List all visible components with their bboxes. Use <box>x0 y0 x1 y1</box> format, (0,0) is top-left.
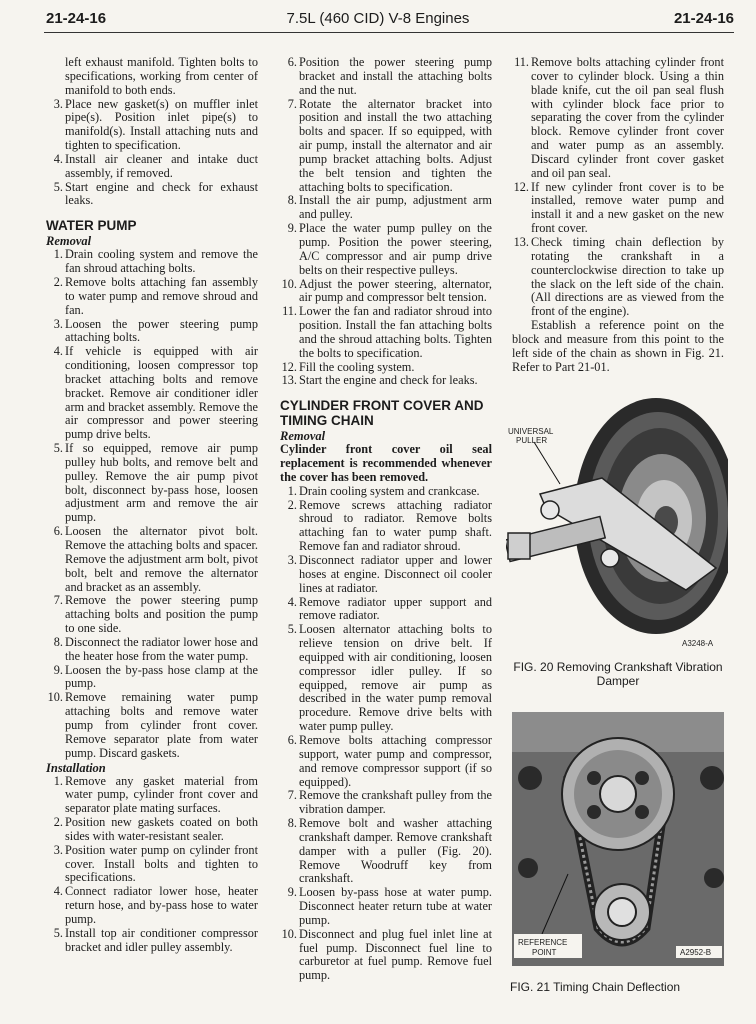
step-text: Remove the power steering pump attaching bolts and position the pump to one side. <box>65 593 258 636</box>
step-number: 3. <box>53 96 63 111</box>
front-cover-removal-list <box>280 485 492 983</box>
list-item <box>46 691 258 760</box>
list-item <box>46 525 258 594</box>
fig21-illustration <box>506 708 728 970</box>
list-item <box>280 194 492 222</box>
step-number: 5. <box>53 925 63 940</box>
step-number: 3. <box>287 553 297 567</box>
step-text: Remove remaining water pump attaching bolts and remove water pump from cylinder front cover. Remove separator plate from water pump. Discard gaskets. <box>65 690 258 760</box>
list-item <box>280 817 492 886</box>
step-text: Loosen the by-pass hose clamp at the pump. <box>65 662 258 691</box>
list-item <box>512 56 724 181</box>
list-item <box>46 885 258 927</box>
list-item <box>46 844 258 886</box>
step-text: Lower the fan and radiator shroud into position. Install the fan attaching bolts and the shroud attaching bolts. Tighten the bolts to specification. <box>299 304 492 360</box>
water-pump-installation-list <box>46 775 258 955</box>
step-text: Start engine and check for exhaust leaks. <box>65 179 258 208</box>
step-number: 1. <box>53 773 63 788</box>
step-text: Position new gaskets coated on both sides with water-resistant sealer. <box>65 815 258 843</box>
step-number: 5. <box>287 622 297 637</box>
step-text: Loosen alternator attaching bolts to relieve tension on drive belt. If equipped with air conditioning, loosen compressor idler pulley. If so equipped, remove air pump as described in the water pump removal procedure. Remove drive belts with water pump pulley. <box>299 622 492 734</box>
list-item <box>46 345 258 442</box>
step-text: Connect radiator lower hose, heater return hose, and by-pass hose to water pump. <box>65 884 258 926</box>
reference-point-paragraph: Establish a reference point on the block and measure from this point to the left side of the chain as shown in Fig. 21. Refer to Part 21-01. <box>512 318 724 374</box>
step-text: Drain cooling system and crankcase. <box>299 483 480 498</box>
list-item <box>280 305 492 360</box>
step-number: 5. <box>53 441 63 456</box>
list-item <box>280 278 492 306</box>
oil-seal-warning: Cylinder front cover oil seal replacement is recommended whenever the cover has been removed. <box>280 442 492 484</box>
step-text: Disconnect radiator upper and lower hoses at engine. Disconnect oil cooler lines at radiator. <box>299 553 492 595</box>
step-number: 10. <box>281 926 297 941</box>
step-text: Remove bolts attaching cylinder front cover to cylinder block. Using a thin blade knife, cut the oil pan seal flush with cylinder block face prior to separating the cover from the cylinder block. Remove cylinder front cover and water pump as an assembly. Discard cylinder front cover gasket and oil pan seal. <box>531 55 724 180</box>
list-item <box>280 554 492 596</box>
running-title: 7.5L (460 CID) V-8 Engines <box>286 10 470 27</box>
step-text: Fill the cooling system. <box>299 359 415 374</box>
step-number: 4. <box>53 344 63 359</box>
step-text: Loosen by-pass hose at water pump. Disconnect heater return tube at water pump. <box>299 885 492 927</box>
step-number: 2. <box>53 815 63 830</box>
step-number: 7. <box>287 788 297 803</box>
step-text: Start the engine and check for leaks. <box>299 373 478 388</box>
step-number: 12. <box>281 359 297 374</box>
step-number: 11. <box>514 55 529 69</box>
installation-continued-list <box>280 56 492 388</box>
fig20-label-line2: PULLER <box>516 436 548 445</box>
step-number: 8. <box>287 816 297 831</box>
step-number: 10. <box>281 276 297 291</box>
step-number: 2. <box>53 274 63 289</box>
step-text: Place new gasket(s) on muffler inlet pipe(s). Position inlet pipe(s) to manifold(s). Install attaching nuts and tighten to specification. <box>65 96 258 153</box>
step-text: Rotate the alternator bracket into position and install the two attaching bolts and spacer. If so equipped, with air pump, install the alternator and air pump bracket attaching bolts. Adjust the belt tension and tighten the attaching bolts to specification. <box>299 96 492 194</box>
step-text: Check timing chain deflection by rotating the crankshaft in a counterclockwise direction to take up the slack on the left side of the chain. (All directions are as viewed from the front of the engine). <box>531 234 724 319</box>
step-text: Install the air pump, adjustment arm and pulley. <box>299 193 492 222</box>
step-number: 13. <box>513 234 529 249</box>
step-number: 1. <box>287 483 297 498</box>
list-item <box>280 596 492 624</box>
step-text: Position the power steering pump bracket and install the attaching bolts and the nut. <box>299 55 492 97</box>
step-number: 11. <box>282 304 297 319</box>
installation-heading: Installation <box>46 760 106 775</box>
step-number: 10. <box>47 690 63 705</box>
list-item <box>46 153 258 181</box>
list-item <box>280 886 492 928</box>
step-number: 6. <box>53 524 63 539</box>
step-number: 3. <box>53 316 63 331</box>
fig21-label-line2: POINT <box>532 948 557 957</box>
step-number: 12. <box>513 179 529 194</box>
fig21-code: A2952-B <box>680 948 712 957</box>
step-number: 5. <box>53 179 63 194</box>
step-number: 13. <box>281 373 297 388</box>
step-number: 8. <box>287 193 297 208</box>
step-text: Disconnect and plug fuel inlet line at fuel pump. Disconnect fuel line to carburetor at fuel pump. Remove fuel pump. <box>299 926 492 983</box>
step-number: 2. <box>287 497 297 512</box>
step-text: Remove bolts attaching fan assembly to water pump and remove shroud and fan. <box>65 274 258 317</box>
list-item <box>280 222 492 277</box>
list-item <box>46 181 258 209</box>
list-item <box>280 361 492 375</box>
water-pump-heading: WATER PUMP <box>46 218 137 234</box>
step-number: 7. <box>53 593 63 608</box>
step-text: Remove the crankshaft pulley from the vibration damper. <box>299 788 492 817</box>
step-text: Remove radiator upper support and remove radiator. <box>299 594 492 623</box>
list-item <box>280 928 492 983</box>
list-item <box>46 816 258 844</box>
list-item <box>280 98 492 195</box>
list-item <box>46 318 258 346</box>
step-text: Loosen the power steering pump attaching bolts. <box>65 316 258 345</box>
step-number: 4. <box>287 594 297 609</box>
step-number: 7. <box>287 96 297 111</box>
list-item <box>280 734 492 789</box>
step-text: Position water pump on cylinder front cover. Install bolts and tighten to specifications. <box>65 842 258 885</box>
step-number: 3. <box>53 842 63 857</box>
removal-heading: Removal <box>280 429 326 444</box>
column-2 <box>280 56 492 983</box>
water-pump-removal-list <box>46 248 258 760</box>
step-text: Remove bolt and washer attaching crankshaft damper. Remove crankshaft damper with a puller (Fig. 20). Remove Woodruff key from crankshaft. <box>299 816 492 886</box>
column-1 <box>46 56 258 954</box>
list-item <box>280 789 492 817</box>
step-number: 9. <box>53 662 63 677</box>
list-item <box>46 248 258 276</box>
column-3 <box>512 56 724 374</box>
list-item <box>46 594 258 636</box>
step-number: 6. <box>287 55 297 69</box>
fig20-illustration <box>506 398 728 652</box>
step-text: Install top air conditioner compressor bracket and idler pulley assembly. <box>65 925 258 954</box>
fig20-caption: FIG. 20 Removing Crankshaft Vibration Damper <box>513 660 723 688</box>
step-text: Remove bolts attaching compressor support, water pump and compressor, and remove compressor support (if so equipped). <box>299 732 492 789</box>
fig21-caption: FIG. 21 Timing Chain Deflection <box>510 980 681 994</box>
list-item <box>46 636 258 664</box>
list-item <box>46 927 258 955</box>
page-number-right: 21-24-16 <box>673 10 734 27</box>
front-cover-removal-continued-list <box>512 56 724 319</box>
list-item <box>46 276 258 318</box>
list-item <box>46 664 258 692</box>
step-number: 1. <box>53 247 63 262</box>
list-item <box>46 442 258 525</box>
list-item <box>280 623 492 734</box>
fig20-code: A3248-A <box>682 639 714 648</box>
step-text: Remove any gasket material from water pump, cylinder front cover and separator plate mating surfaces. <box>65 773 258 816</box>
page-header <box>0 8 756 34</box>
cylinder-front-cover-heading: CYLINDER FRONT COVER AND TIMING CHAIN <box>280 398 484 429</box>
fig20-label-line1: UNIVERSAL <box>508 427 554 436</box>
step-text: Install air cleaner and intake duct assembly, if removed. <box>65 151 258 180</box>
step-text: Remove screws attaching radiator shroud to radiator. Remove bolts attaching fan to water pump shaft. Remove fan and radiator shroud. <box>299 497 492 554</box>
step-text: If vehicle is equipped with air conditioning, loosen compressor top bracket attaching bolts and remove bracket. Remove air conditioner idler arm and bracket assembly. Remove the air compressor and power steering pump drive belts. <box>65 344 258 442</box>
step-number: 4. <box>53 151 63 166</box>
step-text: Loosen the alternator pivot bolt. Remove the attaching bolts and spacer. Remove the adjustment arm bolt, pivot bolt, belt and remove the alternator and bracket as an assembly. <box>65 524 258 594</box>
list-item <box>280 499 492 554</box>
list-item <box>512 236 724 319</box>
step-number: 9. <box>287 221 297 236</box>
header-rule <box>44 32 734 33</box>
list-item <box>280 56 492 98</box>
list-item <box>512 181 724 236</box>
step-text: If so equipped, remove air pump pulley hub bolts, and remove belt and pulley. Remove the air pump pivot bolt, disconnect by-pass hose, loosen adjustment arm and remove the air pump. <box>65 441 258 525</box>
list-item <box>46 98 258 153</box>
step-text: Place the water pump pulley on the pump. Position the power steering, A/C compressor and air pump drive belts on their respective pulleys. <box>299 221 492 277</box>
page-number-left: 21-24-16 <box>46 10 107 27</box>
list-item <box>280 374 492 388</box>
exhaust-steps-list <box>46 98 258 209</box>
removal-heading: Removal <box>46 234 92 249</box>
step-number: 6. <box>287 732 297 747</box>
step-text: Disconnect the radiator lower hose and the heater hose from the water pump. <box>65 634 258 663</box>
step-text: Adjust the power steering, alternator, air pump and compressor belt tension. <box>299 276 492 305</box>
step-text: If new cylinder front cover is to be installed, remove water pump and install it and a new gasket on the new front cover. <box>531 179 724 236</box>
step-text: Drain cooling system and remove the fan shroud attaching bolts. <box>65 247 258 276</box>
step-number: 9. <box>287 885 297 900</box>
fig21-label-line1: REFERENCE <box>518 938 568 947</box>
list-item <box>280 485 492 499</box>
step-number: 8. <box>53 634 63 649</box>
continued-text: left exhaust manifold. Tighten bolts to specifications, working from center of manifold to both ends. <box>65 55 258 97</box>
step-number: 4. <box>53 884 63 899</box>
list-item <box>46 775 258 817</box>
